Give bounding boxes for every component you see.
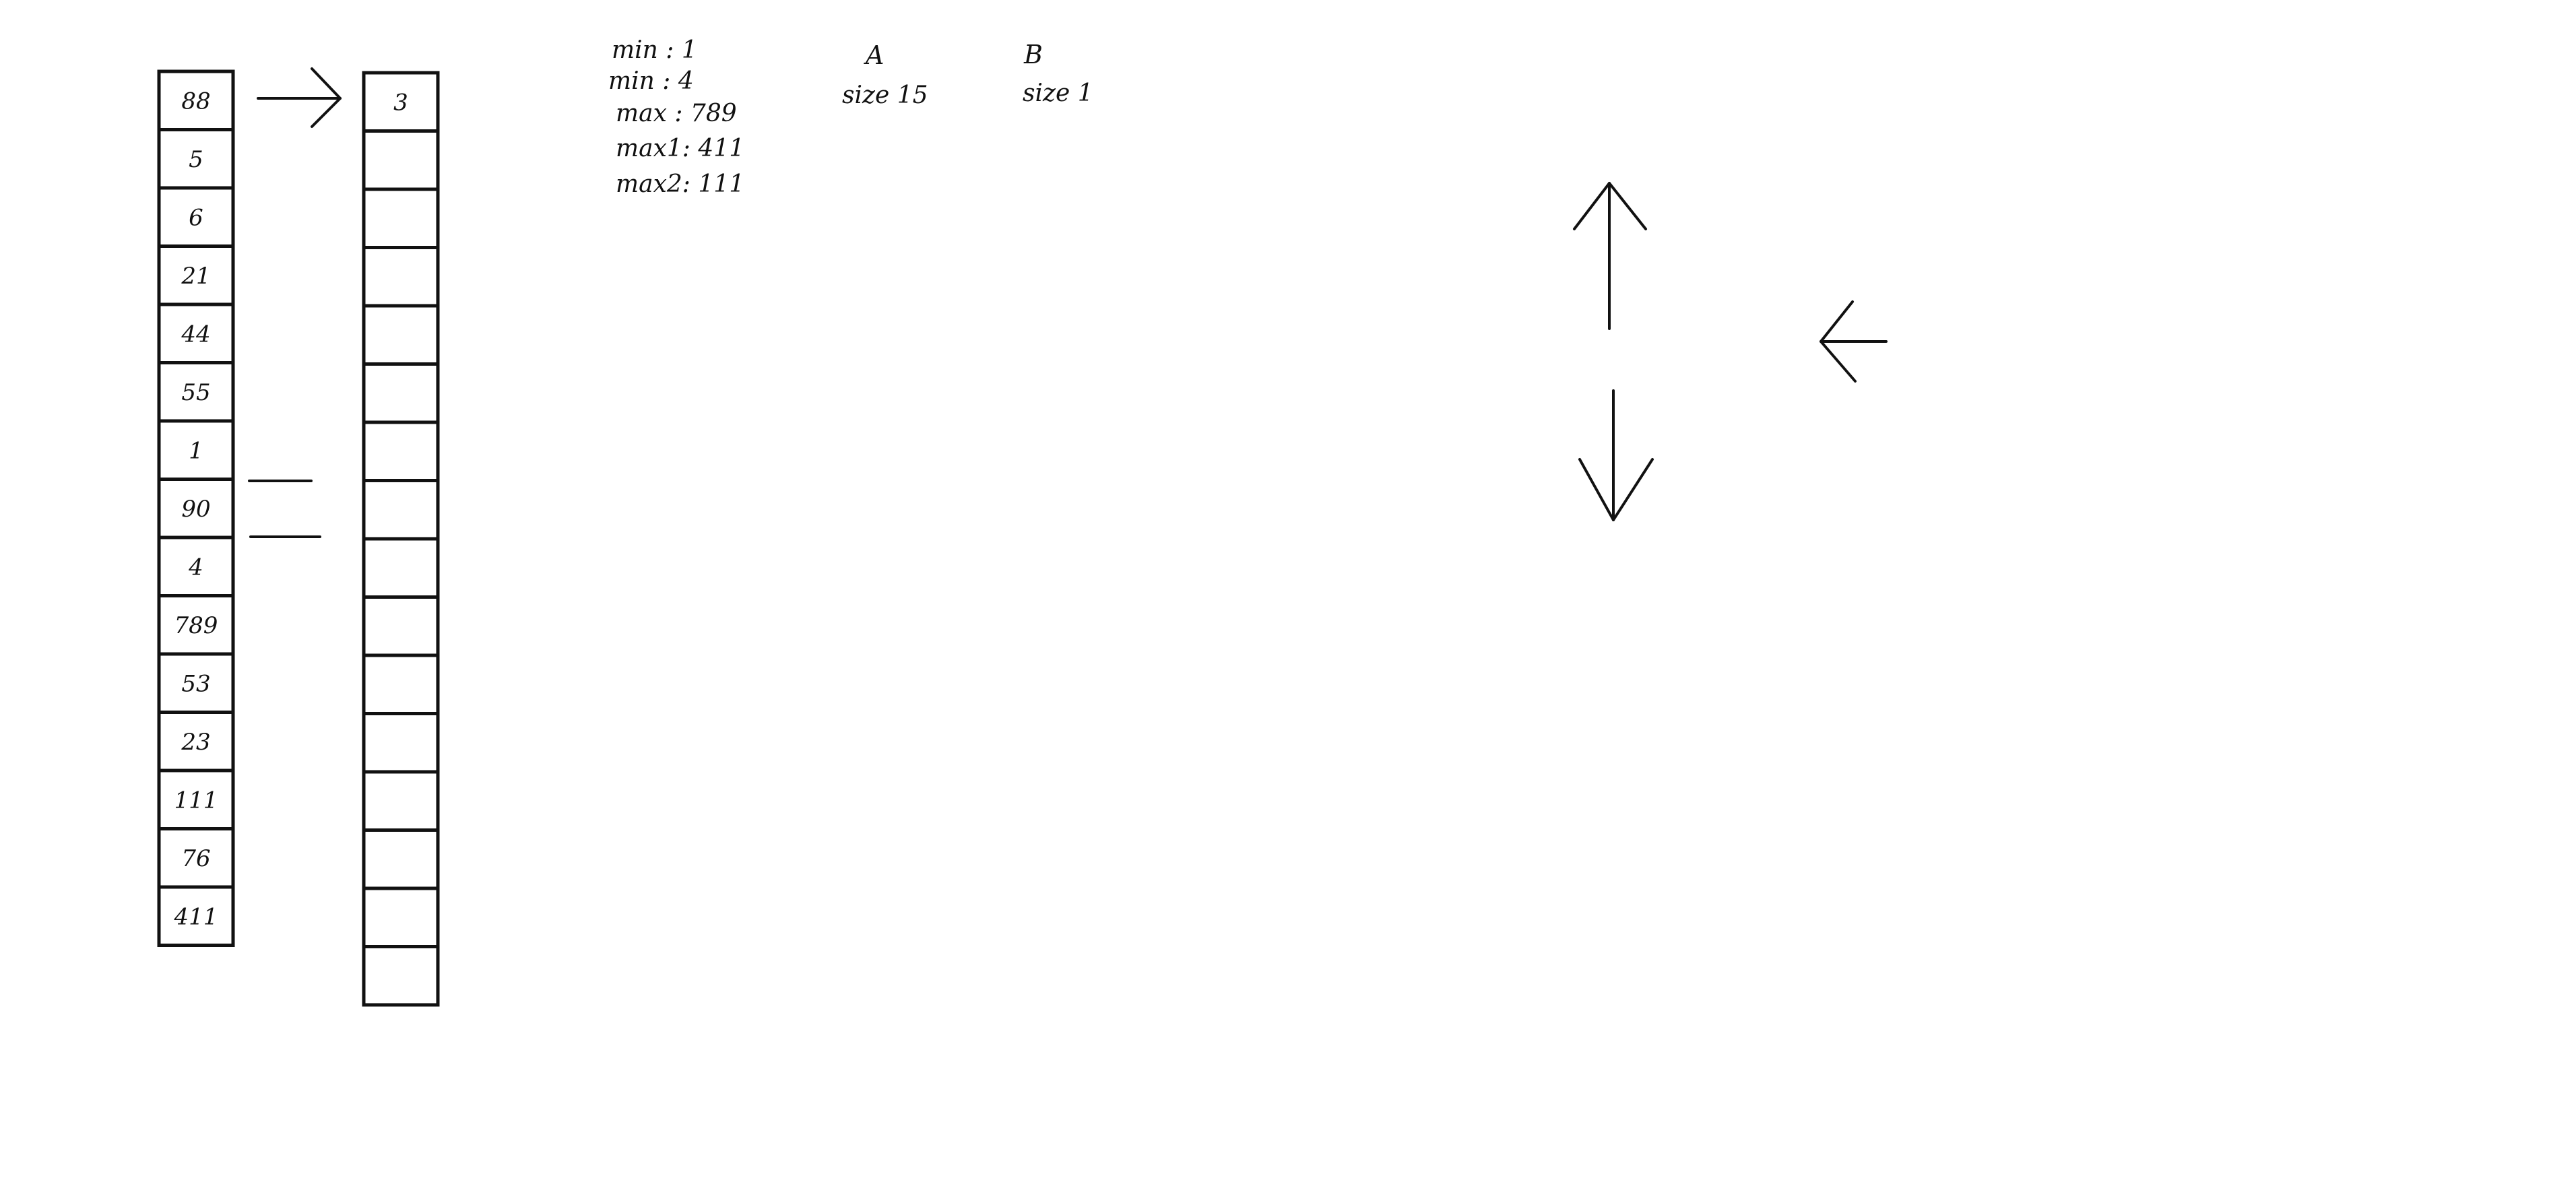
- array-a-cell-value: 44: [181, 321, 211, 348]
- note-min-2: min : 4: [608, 67, 694, 95]
- array-b-cell: [364, 888, 438, 947]
- array-b-cell: [364, 131, 438, 190]
- array-b-cell: [364, 422, 438, 481]
- array-b-cell: [364, 947, 438, 1006]
- label-a-size: size 15: [842, 81, 928, 109]
- label-b-group: [1023, 40, 1093, 107]
- array-a-cell-value: 5: [189, 145, 203, 173]
- array-a-cell-value: 411: [174, 903, 218, 931]
- array-a-cell-value: 789: [174, 612, 218, 639]
- array-a-cell-value: 1: [189, 437, 203, 465]
- note-max: max : 789: [616, 100, 737, 127]
- array-b-cell: [364, 481, 438, 539]
- label-a-name: A: [866, 40, 884, 70]
- array-a-cell-value: 53: [181, 670, 211, 698]
- array-b-cell: [364, 248, 438, 306]
- array-b-cell: [364, 772, 438, 830]
- array-b-cell: [364, 597, 438, 656]
- array-a-column: [159, 71, 233, 946]
- notes-block: [608, 36, 744, 198]
- label-b-size: size 1: [1023, 79, 1093, 107]
- array-a-cell-value: 23: [181, 728, 211, 756]
- array-a-cell-value: 55: [181, 379, 211, 406]
- note-max2: max2: 111: [616, 170, 745, 198]
- array-a-cell-value: 21: [181, 262, 211, 290]
- arrow-left-icon: [1821, 302, 1886, 381]
- separator-mark: [249, 481, 320, 537]
- array-b-cell-value: 3: [393, 89, 408, 117]
- array-b-column: [364, 73, 438, 1005]
- array-a-cell-value: 4: [189, 554, 203, 581]
- note-min-1: min : 1: [612, 36, 697, 64]
- array-b-cell: [364, 189, 438, 248]
- array-b-cell: [364, 714, 438, 773]
- array-b-cell: [364, 830, 438, 889]
- arrow-right-icon: [258, 69, 340, 127]
- note-max1: max1: 411: [616, 135, 745, 162]
- label-a-group: [842, 40, 928, 109]
- array-a-cell-value: 111: [174, 787, 218, 814]
- array-a-cell-value: 88: [181, 88, 211, 115]
- array-b-cell: [364, 655, 438, 714]
- array-a-cell-value: 6: [189, 204, 203, 232]
- arrow-down-icon: [1580, 391, 1652, 520]
- label-b-name: B: [1024, 40, 1043, 69]
- array-a-cell-value: 76: [181, 845, 211, 872]
- array-b-cell: [364, 539, 438, 597]
- array-a-cell-value: 90: [181, 495, 211, 523]
- array-b-cell: [364, 306, 438, 364]
- arrow-up-icon: [1574, 183, 1646, 329]
- array-b-cell: [364, 364, 438, 423]
